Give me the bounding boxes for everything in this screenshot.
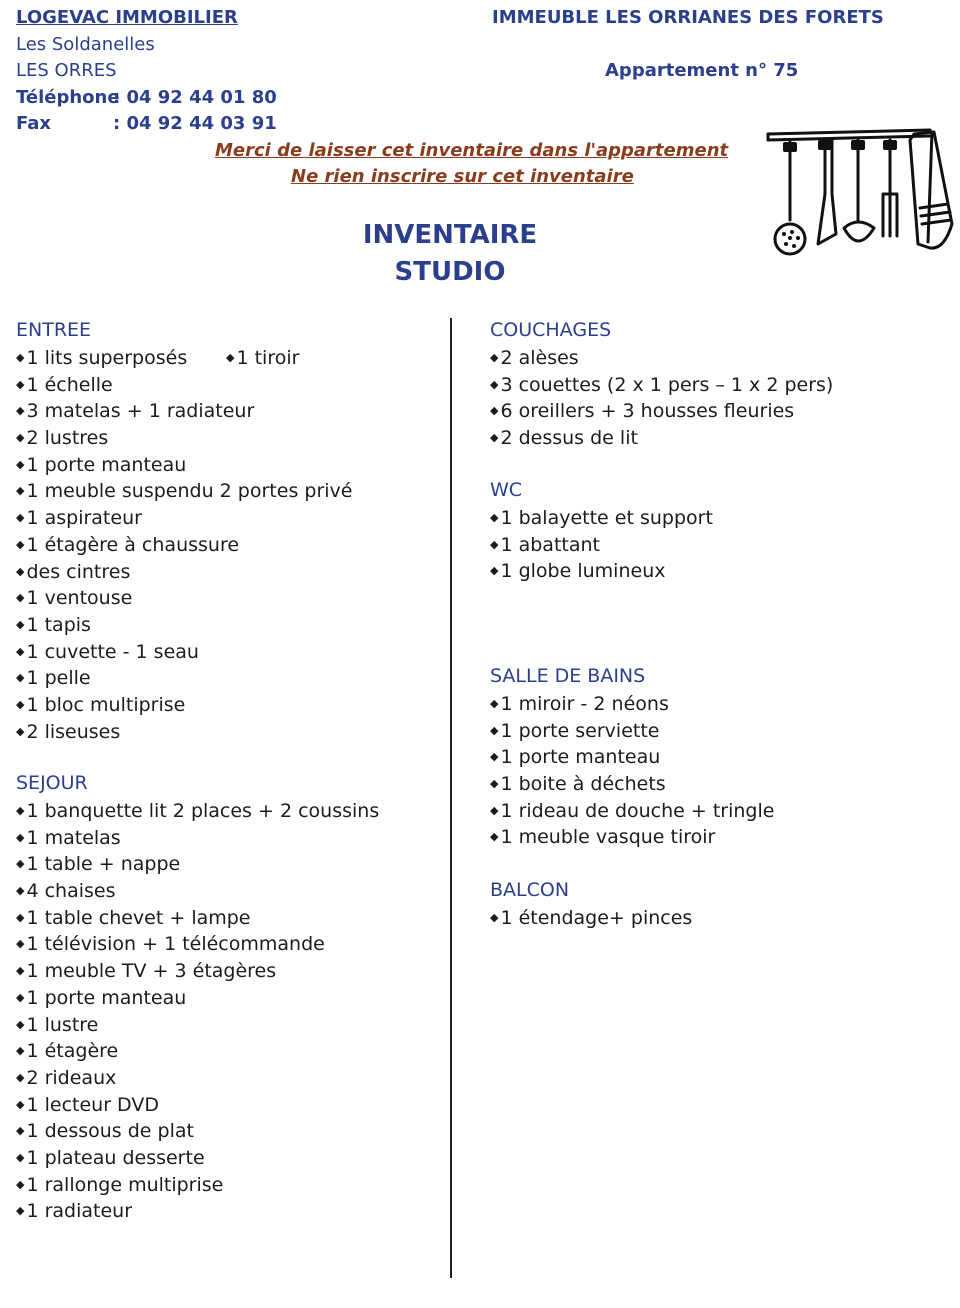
list-item-text: 1 matelas [26,826,121,849]
list-item-text: 1 bloc multiprise [26,693,186,716]
section-title-sejour: SEJOUR [16,772,88,794]
notice-do-not-write: Ne rien inscrire sur cet inventaire [291,166,634,187]
list-item-text: 1 table + nappe [26,853,181,876]
section-title-balcon: BALCON [490,879,570,901]
list-item [16,665,352,692]
list-item-text: 2 alèses [500,347,579,369]
bullet-icon: ◆ [16,511,25,525]
bullet-icon: ◆ [16,1097,25,1111]
list-item [490,425,833,452]
list-item [16,1092,379,1119]
list-item-text: 1 lustre [26,1013,99,1036]
list-item [16,905,379,932]
list-item [16,1038,379,1065]
phone-number: : 04 92 44 01 80 [113,87,277,108]
list-item-text: 1 aspirateur [26,507,142,530]
company-name: LOGEVAC IMMOBILIER [16,7,238,28]
list-item-text: 1 porte manteau [26,986,187,1009]
list-item-text: 2 dessus de lit [500,427,638,450]
bullet-icon: ◆ [490,723,499,737]
bullet-icon: ◆ [490,830,499,844]
list-item [16,719,352,746]
entree-extra-item: ◆ 1 tiroir [226,347,300,369]
list-item [16,345,352,372]
bullet-icon: ◆ [16,697,25,711]
list-item [16,851,379,878]
fax-number: : 04 92 44 03 91 [113,113,277,134]
list-item-text: 1 plateau desserte [26,1146,205,1169]
list-item-text: 1 abattant [500,533,600,556]
bullet-icon: ◆ [16,1070,25,1084]
section-title-salle-de-bains: SALLE DE BAINS [490,665,646,687]
bullet-icon: ◆ [490,911,499,924]
apartment-number: Appartement n° 75 [605,60,799,81]
balcon-list [490,905,692,932]
list-item [490,558,713,585]
bullet-icon: ◆ [16,1177,25,1191]
column-divider [450,318,452,1278]
list-item [490,718,774,745]
list-item [490,798,774,825]
list-item-text: 2 liseuses [26,720,121,743]
couchages-list [490,345,833,452]
section-title-entree: ENTREE [16,319,92,341]
page-title: INVENTAIRE [362,220,538,250]
list-item [16,1118,379,1145]
wc-list [490,505,713,585]
list-item [16,878,379,905]
building-name: IMMEUBLE LES ORRIANES DES FORETS [492,7,884,28]
list-item [490,398,833,425]
list-item-text: 3 matelas + 1 radiateur [26,400,255,423]
list-item-text: 1 radiateur [26,1200,133,1223]
bullet-icon: ◆ [16,1124,25,1138]
list-item [16,639,352,666]
list-item [16,585,352,612]
bullet-icon: ◆ [16,351,25,364]
bullet-icon: ◆ [16,937,25,951]
list-item [16,931,379,958]
page-subtitle: STUDIO [394,257,506,287]
bullet-icon: ◆ [16,484,25,498]
list-item [490,372,833,399]
list-item [490,532,713,559]
list-item [16,1012,379,1039]
list-item-text: 1 étagère [26,1040,119,1063]
list-item [490,345,833,372]
list-item-text: 1 porte manteau [26,453,187,476]
bullet-icon: ◆ [16,671,25,685]
bullet-icon: ◆ [490,803,499,817]
list-item [16,825,379,852]
list-item [16,372,352,399]
list-item-text: 3 couettes (2 x 1 pers – 1 x 2 pers) [500,373,834,396]
kitchen-utensils-icon [762,124,958,270]
list-item-text: 1 télévision + 1 télécommande [26,933,325,956]
list-item [16,559,352,586]
bullet-icon: ◆ [16,1204,25,1218]
list-item-text: 2 rideaux [26,1066,117,1089]
list-item [16,532,352,559]
bullet-icon: ◆ [16,404,25,418]
bullet-icon: ◆ [490,351,499,364]
bullet-icon: ◆ [16,644,25,658]
list-item [16,452,352,479]
bullet-icon: ◆ [16,1017,25,1031]
list-item-text: 1 boite à déchets [500,773,666,796]
bullet-icon: ◆ [490,377,499,391]
list-item-text: 1 pelle [26,667,91,690]
bullet-icon: ◆ [490,564,499,578]
list-item-text: 1 rideau de douche + tringle [500,799,775,822]
bullet-icon: ◆ [16,377,25,391]
list-item-text: 1 rallonge multiprise [26,1173,224,1196]
bullet-icon: ◆ [490,750,499,764]
bullet-icon: ◆ [16,591,25,605]
bullet-icon: ◆ [16,990,25,1004]
bullet-icon: ◆ [16,431,25,445]
list-item-text: 1 porte manteau [500,746,661,769]
section-title-couchages: COUCHAGES [490,319,612,341]
list-item-text: 1 globe lumineux [500,560,666,583]
list-item-text: 1 ventouse [26,587,133,610]
bullet-icon: ◆ [16,804,25,817]
bullet-icon: ◆ [16,910,25,924]
list-item-text: 1 échelle [26,373,113,396]
list-item-text: 1 lecteur DVD [26,1093,159,1116]
list-item-text: des cintres [26,560,131,583]
list-item [16,398,352,425]
list-item [490,691,774,718]
list-item-text: 4 chaises [26,880,116,903]
section-title-wc: WC [490,479,523,501]
list-item [16,692,352,719]
bullet-icon: ◆ [16,964,25,978]
list-item-text: 1 meuble vasque tiroir [500,826,716,849]
notice-leave-inventory: Merci de laisser cet inventaire dans l'appartement [215,140,729,161]
list-item [490,505,713,532]
bullet-icon: ◆ [16,537,25,551]
bullet-icon: ◆ [16,1150,25,1164]
bullet-icon: ◆ [16,884,25,898]
list-item [16,1198,379,1225]
list-item-text: 1 dessous de plat [26,1120,194,1143]
list-item [16,958,379,985]
bullet-icon: ◆ [16,857,25,871]
list-item-text: 1 tapis [26,613,91,636]
bullet-icon: ◆ [16,1044,25,1058]
list-item [16,505,352,532]
address-line-2: LES ORRES [16,60,117,81]
bullet-icon: ◆ [490,511,499,524]
list-item-text: 1 table chevet + lampe [26,906,251,929]
bullet-icon: ◆ [490,404,499,418]
list-item [16,1065,379,1092]
list-item-text: 1 balayette et support [500,507,713,529]
bullet-icon: ◆ [16,724,25,738]
list-item [16,1145,379,1172]
list-item-text: 6 oreillers + 3 housses fleuries [500,400,795,423]
list-item-text: 1 miroir - 2 néons [500,693,669,715]
list-item [16,985,379,1012]
bullet-icon: ◆ [490,431,499,445]
list-item [16,1172,379,1199]
list-item [16,612,352,639]
bullet-icon: ◆ [490,697,499,710]
list-item [490,824,774,851]
list-item-text: 1 cuvette - 1 seau [26,640,199,663]
fax-label: Fax [16,113,51,134]
list-item-text: 1 porte serviette [500,719,660,742]
bullet-icon: ◆ [16,617,25,631]
list-item-text: 1 étagère à chaussure [26,533,240,556]
list-item-text: 1 banquette lit 2 places + 2 coussins [26,800,380,822]
list-item-text: 2 lustres [26,427,109,450]
list-item [490,744,774,771]
list-item [16,798,379,825]
list-item-text: 1 lits superposés [26,347,188,369]
bullet-icon: ◆ [16,830,25,844]
bullet-icon: ◆ [16,457,25,471]
entree-list [16,345,352,745]
list-item-text: 1 meuble suspendu 2 portes privé [26,480,353,503]
list-item [490,771,774,798]
list-item [16,425,352,452]
list-item [490,905,692,932]
list-item [16,478,352,505]
list-item-text: 1 étendage+ pinces [500,907,693,929]
bullet-icon: ◆ [490,537,499,551]
address-line-1: Les Soldanelles [16,34,155,55]
bullet-icon: ◆ [16,564,25,578]
bullet-icon: ◆ [490,777,499,791]
salle-de-bains-list [490,691,774,851]
sejour-list [16,798,379,1225]
phone-label: Téléphone [16,87,120,108]
list-item-text: 1 meuble TV + 3 étagères [26,960,277,983]
